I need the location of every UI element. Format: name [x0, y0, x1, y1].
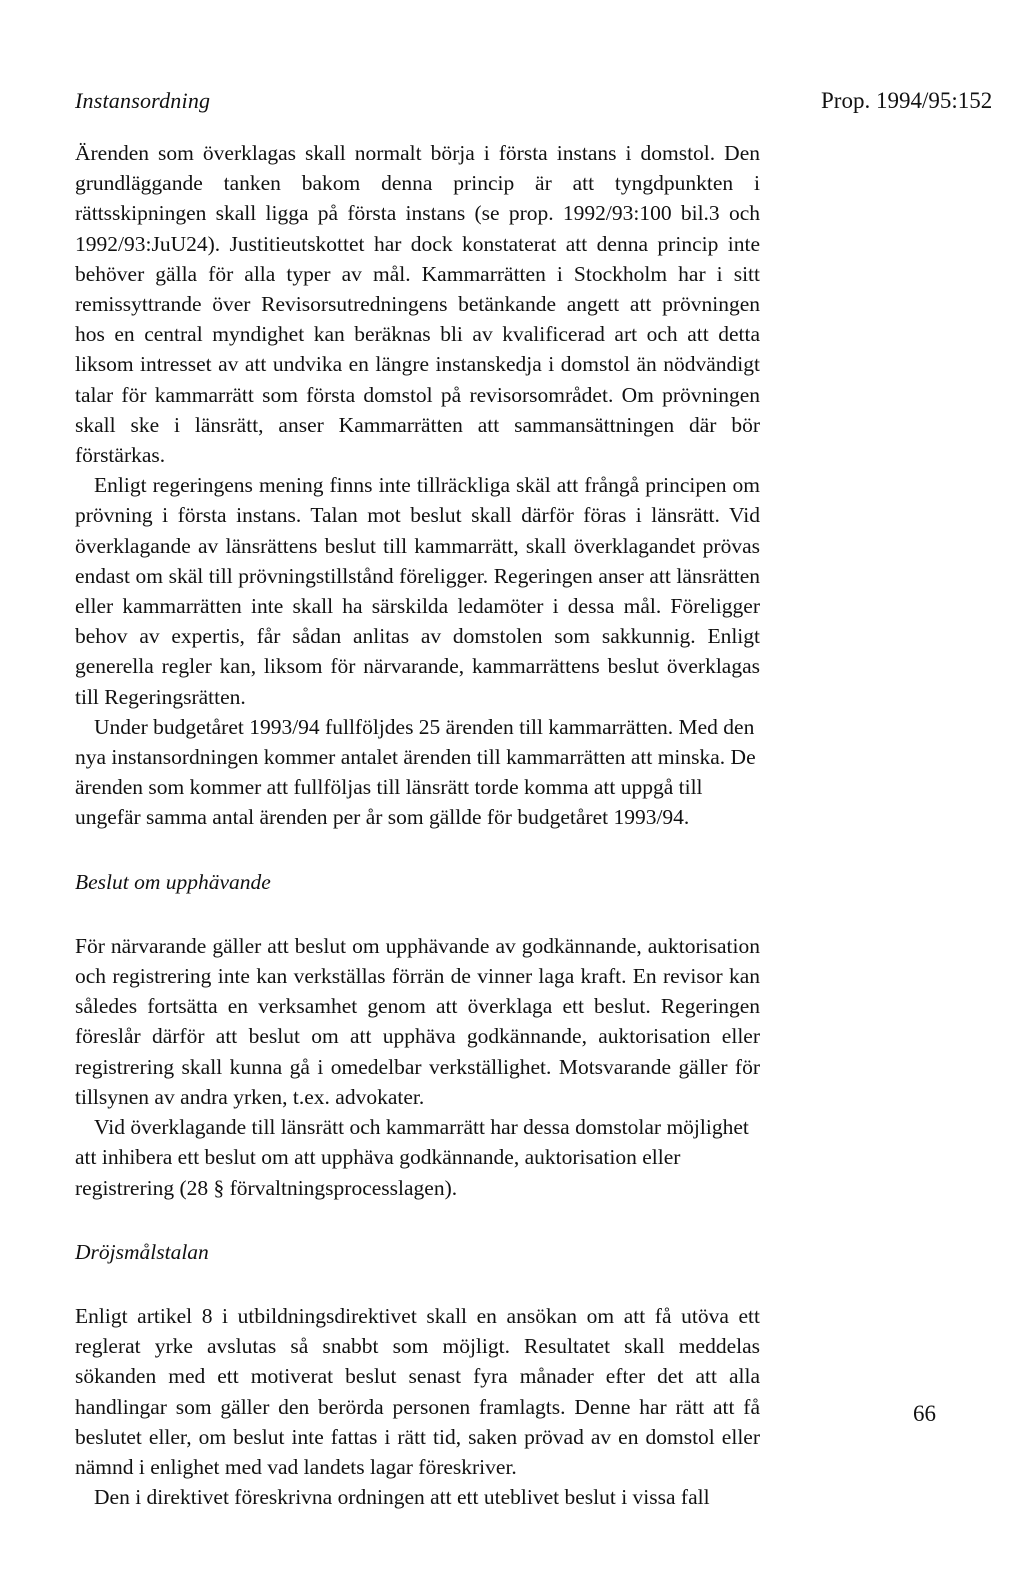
paragraph-2: Enligt regeringens mening finns inte tillräckliga skäl att frångå principen om prövning i första instans. Talan mot beslut skall därför föras i länsrätt. Vid överklagande av länsrättens beslut till kammarrätt, skall överklagandet prövas endast om skäl till prövningstillstånd föreligger. Regeringen anser att länsrätten eller kammarrätten inte skall ha särskilda ledamöter i dessa mål. Föreligger behov av expertis, får sådan anlitas av domstolen som sakkunnig. Enligt generella regler kan, liksom för närvarande, kammarrättens beslut överklagas till Regeringsrätten. [75, 473, 760, 709]
page-number: 66 [913, 1401, 936, 1426]
paragraph-5: Vid överklagande till länsrätt och kammarrätt har dessa domstolar möjlighet att inhibera ett beslut om att upphäva godkännande, auktorisation eller registrering (28 § förvaltningsprocesslagen). [75, 1115, 749, 1200]
spacer [75, 833, 760, 867]
paragraph-6: Enligt artikel 8 i utbildningsdirektivet skall en ansökan om att få utöva ett reglerat yrke avslutas så snabbt som möjligt. Resultatet skall meddelas sökanden med ett motiverat beslut senast fyra månader efter det att alla handlingar som gäller den berörda personen framlagts. Denne har rätt att få beslutet eller, om beslut inte fattas i rätt tid, saken prövad av en domstol eller nämnd i enlighet med vad landets lagar föreskriver. [75, 1303, 760, 1479]
spacer [75, 1203, 760, 1237]
paragraph-7: Den i direktivet föreskrivna ordningen att ett uteblivet beslut i vissa fall [94, 1485, 710, 1510]
paragraph-1: Ärenden som överklagas skall normalt börja i första instans i domstol. Den grundläggande tanken bakom denna princip är att tyngdpunkten i rättsskipningen skall ligga på första instans (se prop. 1992/93:100 bil.3 och 1992/93:JuU24). Justitieutskottet har dock konstaterat att denna princip inte behöver gälla för alla typer av mål. Kammarrätten i Stockholm har i sitt remissyttrande över Revisorsutredningens betänkande angett att prövningen hos en central myndighet kan beräknas bli av kvalificerad art och att detta liksom intresset av att undvika en längre instanskedja i domstol än nödvändigt talar för kammarrätt som första domstol på revisorsområdet. Om prövningen skall ske i länsrätt, anser Kammarrätten att sammansättningen där bör förstärkas. [75, 141, 760, 468]
spacer [75, 897, 760, 931]
running-header-reference: Prop. 1994/95:152 [821, 88, 993, 113]
main-text-column [75, 138, 760, 1512]
section-heading-drojsmalstalan: Dröjsmålstalan [75, 1239, 209, 1264]
section-heading-beslut-om-upphavande: Beslut om upphävande [75, 869, 271, 894]
running-header-section-title: Instansordning [75, 88, 211, 113]
paragraph-4: För närvarande gäller att beslut om upphävande av godkännande, auktorisation och registrering inte kan verkställas förrän de vinner laga kraft. En revisor kan således fortsätta en verksamhet genom att överklaga ett beslut. Regeringen föreslår därför att beslut om att upphäva godkännande, auktorisation eller registrering skall kunna gå i omedelbar verkställighet. Motsvarande gäller för tillsynen av andra yrken, t.ex. advokater. [75, 933, 760, 1109]
paragraph-3: Under budgetåret 1993/94 fullföljdes 25 ärenden till kammarrätten. Med den nya instansordningen kommer antalet ärenden till kammarrätten att minska. De ärenden som kommer att fullföljas till länsrätt torde komma att uppgå till ungefär samma antal ärenden per år som gällde för budgetåret 1993/94. [75, 714, 756, 830]
spacer [75, 1267, 760, 1301]
